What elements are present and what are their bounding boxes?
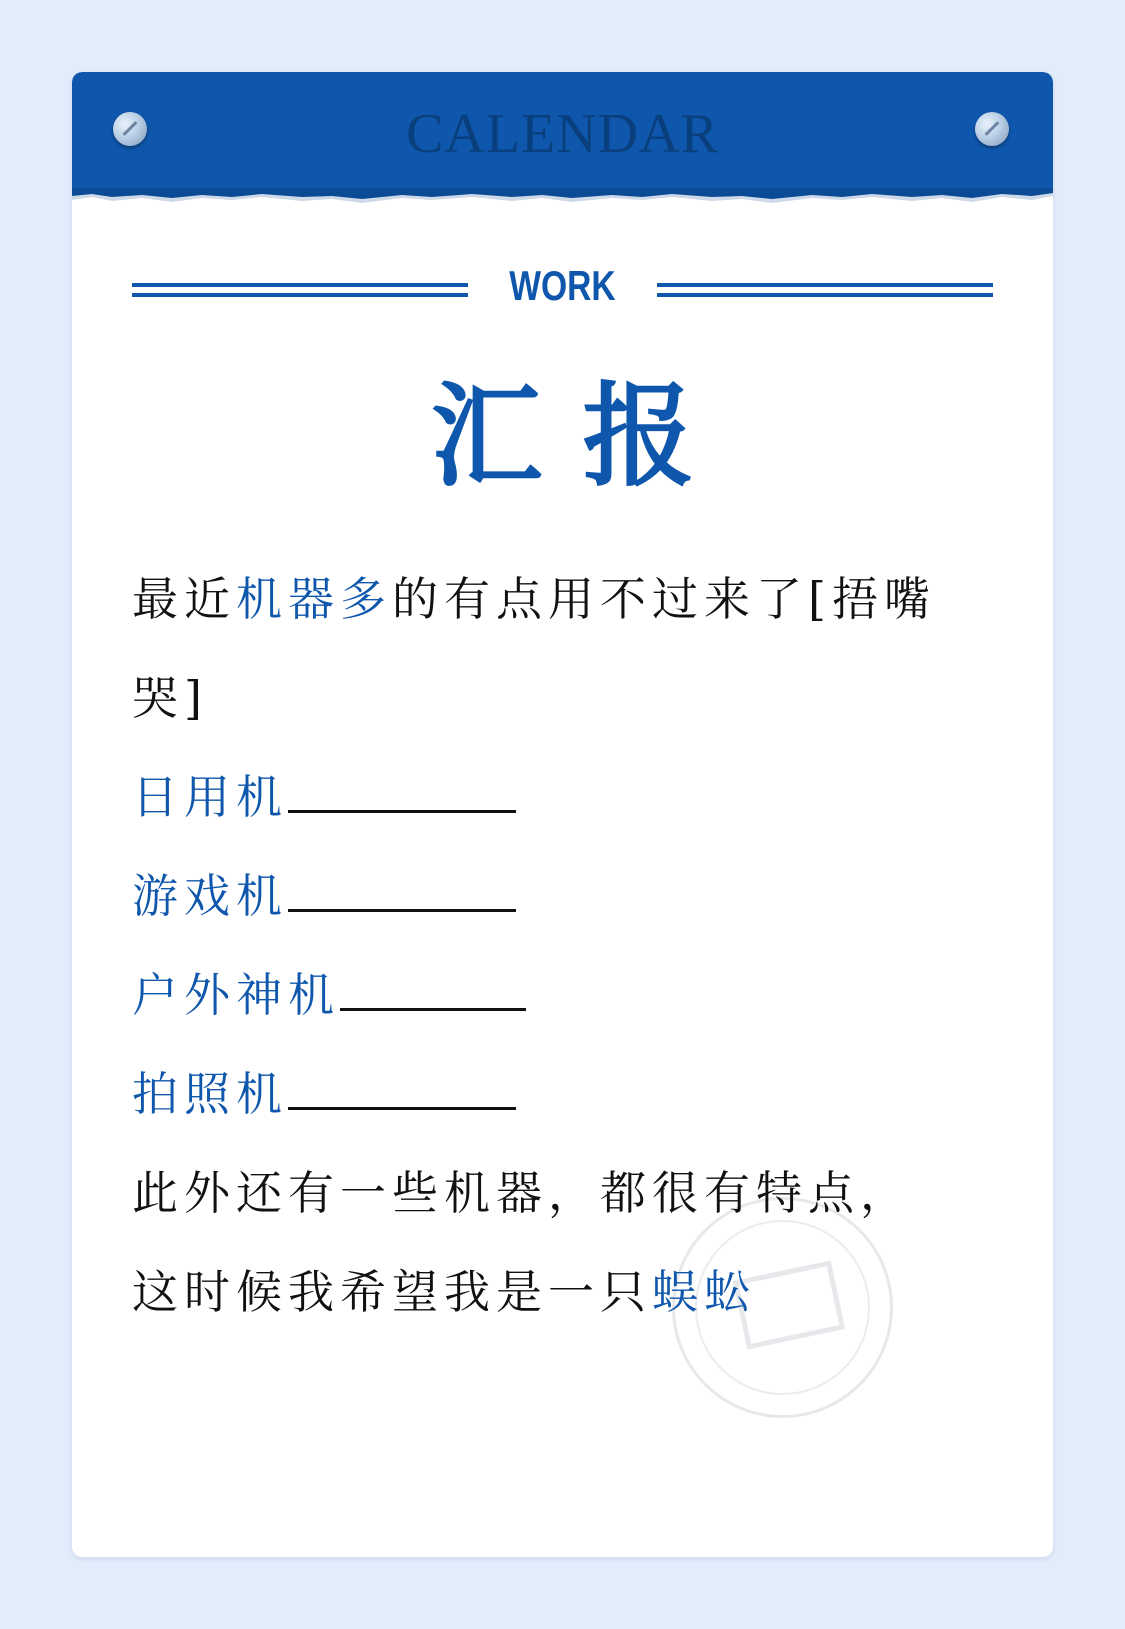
divider-right <box>657 283 993 297</box>
item-label: 游戏机 <box>132 869 288 923</box>
pushpin-icon <box>975 112 1009 146</box>
outro-line-1 <box>132 1144 972 1243</box>
text: 哭] <box>132 671 208 725</box>
section-label: WORK <box>509 262 616 309</box>
content-body <box>132 550 972 1342</box>
header-title: CALENDAR <box>406 103 719 165</box>
text: 最近 <box>132 572 236 626</box>
text: 的有点用不过来了[捂嘴 <box>392 572 936 626</box>
blank-line <box>288 1073 516 1110</box>
intro-line-2 <box>132 649 972 748</box>
page-title: 汇报 <box>430 372 735 502</box>
torn-edge <box>72 188 1053 210</box>
blank-line <box>288 776 516 813</box>
blank-line <box>340 974 526 1011</box>
highlight-text: 蜈蚣 <box>652 1265 756 1319</box>
outro-line-2 <box>132 1243 972 1342</box>
intro-line-1 <box>132 550 972 649</box>
list-item <box>132 847 972 946</box>
item-label: 拍照机 <box>132 1067 288 1121</box>
list-item <box>132 748 972 847</box>
item-label: 日用机 <box>132 770 288 824</box>
list-item <box>132 946 972 1045</box>
blank-line <box>288 875 516 912</box>
calendar-card <box>72 72 1053 1557</box>
highlight-text: 机器多 <box>236 572 392 626</box>
calendar-header <box>72 72 1053 192</box>
list-item <box>132 1045 972 1144</box>
text: 这时候我希望我是一只 <box>132 1265 652 1319</box>
text: 此外还有一些机器，都很有特点， <box>132 1166 912 1220</box>
item-label: 户外神机 <box>132 968 340 1022</box>
